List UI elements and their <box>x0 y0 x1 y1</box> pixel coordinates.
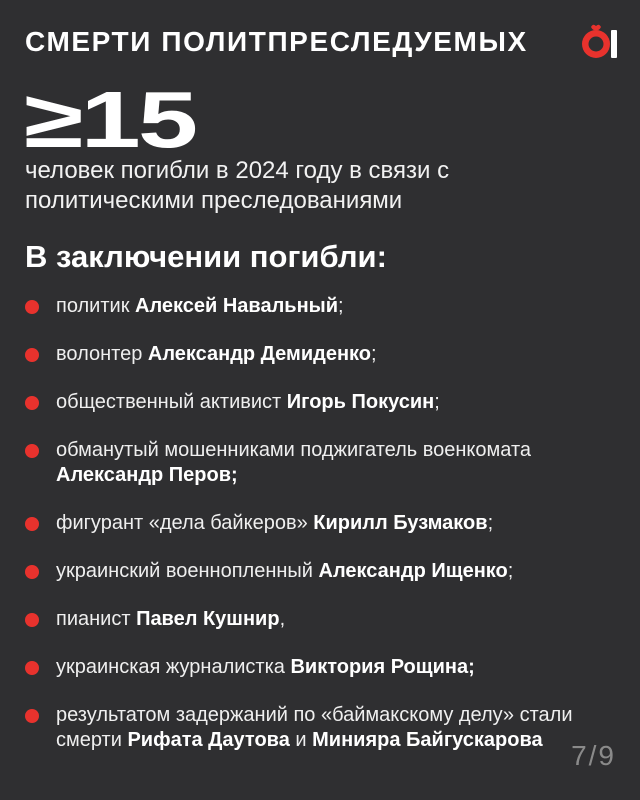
victim-name: Александр Ищенко <box>318 560 508 582</box>
list-item <box>25 607 625 632</box>
victim-description: обманутый мошенниками поджигатель военкомата <box>56 439 532 461</box>
list-item <box>25 390 625 415</box>
list-item <box>25 511 625 536</box>
page-indicator: 7/9 <box>571 740 616 771</box>
summary-description: человек погибли в 2024 году в связи с политическими преследованиями <box>25 157 450 214</box>
victim-suffix: ; <box>507 560 514 582</box>
victim-name: Алексей Навальный <box>135 295 339 317</box>
header <box>25 22 620 62</box>
ovd-info-logo-icon <box>580 22 620 62</box>
victim-name: Александр Демиденко <box>147 343 371 365</box>
bullet-icon <box>25 661 39 675</box>
bullet-icon <box>25 444 39 458</box>
victim-name: Павел Кушнир <box>136 608 280 630</box>
victim-conjunction: и <box>289 729 313 751</box>
list-item <box>25 438 625 488</box>
victim-name: Кирилл Бузмаков <box>313 512 488 534</box>
victim-suffix: ; <box>487 512 494 534</box>
victim-description: украинская журналистка <box>56 656 291 678</box>
victim-description: общественный активист <box>56 391 287 413</box>
victim-description: пианист <box>56 608 137 630</box>
victim-description: политик <box>56 295 135 317</box>
bullet-icon <box>25 396 39 410</box>
bullet-icon <box>25 613 39 627</box>
victim-name: Александр Перов; <box>56 464 238 486</box>
victim-description: волонтер <box>56 343 148 365</box>
victim-suffix: ; <box>371 343 377 365</box>
victim-description: фигурант «дела байкеров» <box>56 512 314 534</box>
victim-name: Рифата Даутова <box>127 729 290 751</box>
victims-count: ≥15 <box>24 75 196 164</box>
victim-description: украинский военнопленный <box>56 560 319 582</box>
victim-suffix: , <box>279 608 286 630</box>
victim-name: Виктория Рощина; <box>290 656 475 678</box>
list-item <box>25 294 625 319</box>
bullet-icon <box>25 300 39 314</box>
victims-list <box>25 294 625 776</box>
victim-description: результатом задержаний по «баймакскому делу» стали смерти <box>56 704 573 751</box>
header-title: СМЕРТИ ПОЛИТПРЕСЛЕДУЕМЫХ <box>25 26 528 57</box>
list-item <box>25 655 625 680</box>
list-item <box>25 342 625 367</box>
bullet-icon <box>25 348 39 362</box>
victim-name: Игорь Покусин <box>286 391 435 413</box>
list-item <box>25 559 625 584</box>
victim-suffix: ; <box>434 391 440 413</box>
bullet-icon <box>25 565 39 579</box>
victim-suffix: ; <box>338 295 344 317</box>
victim-name: Минияра Байгускарова <box>312 729 543 751</box>
list-item <box>25 703 625 753</box>
section-title: В заключении погибли: <box>25 239 387 274</box>
bullet-icon <box>25 709 39 723</box>
bullet-icon <box>25 517 39 531</box>
